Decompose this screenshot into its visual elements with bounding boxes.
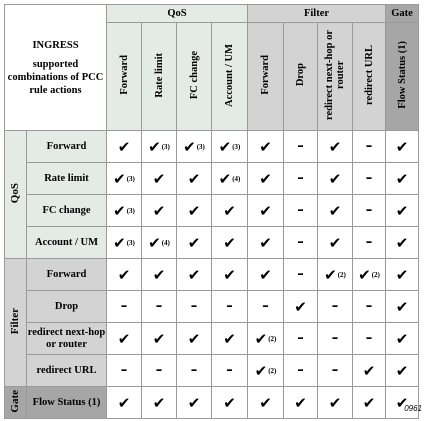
row-group-qos xyxy=(5,131,27,259)
matrix-cell xyxy=(353,227,386,259)
group-header-gate: Gate xyxy=(386,5,419,23)
column-header-label: Drop xyxy=(295,63,306,87)
matrix-cell xyxy=(318,387,353,419)
footnote-ref: (2) xyxy=(337,270,346,279)
matrix-cell xyxy=(212,163,248,195)
checkmark-icon: ✔ xyxy=(294,393,307,412)
row-group-label: Gate xyxy=(9,389,21,413)
checkmark-icon: ✔ xyxy=(113,233,126,252)
checkmark-icon: ✔ xyxy=(152,265,166,284)
column-header xyxy=(212,23,248,131)
checkmark-icon: ✔ xyxy=(152,169,166,188)
column-header-label: redirect URL xyxy=(363,45,375,105)
title-subtitle: supported combinations of PCC rule actions xyxy=(7,58,104,96)
checkmark-icon: ✔ xyxy=(395,265,409,284)
checkmark-icon: ✔ xyxy=(148,233,161,252)
checkmark-icon: ✔ xyxy=(259,233,272,252)
matrix-cell xyxy=(142,355,177,387)
matrix-cell xyxy=(212,131,248,163)
matrix-cell xyxy=(284,387,318,419)
matrix-cell xyxy=(353,195,386,227)
row-group-gate xyxy=(5,387,27,419)
checkmark-icon: ✔ xyxy=(395,233,409,252)
checkmark-icon: ✔ xyxy=(187,201,201,220)
footnote-ref: (2) xyxy=(268,334,277,343)
table-row xyxy=(5,355,419,387)
checkmark-icon: ✔ xyxy=(395,329,409,348)
checkmark-icon: ✔ xyxy=(328,169,342,188)
matrix-cell xyxy=(284,163,318,195)
matrix-cell xyxy=(248,355,284,387)
matrix-cell xyxy=(386,387,419,419)
column-header-label: Flow Status (1) xyxy=(396,41,408,109)
dash-icon: – xyxy=(365,331,373,346)
checkmark-icon: ✔ xyxy=(328,137,342,156)
matrix-cell xyxy=(107,387,142,419)
matrix-cell xyxy=(142,131,177,163)
matrix-cell xyxy=(284,195,318,227)
title-ingress: INGRESS xyxy=(32,39,79,51)
table-row xyxy=(5,259,419,291)
matrix-cell xyxy=(212,387,248,419)
matrix-cell xyxy=(386,259,419,291)
column-header xyxy=(318,23,353,131)
matrix-cell xyxy=(386,227,419,259)
checkmark-icon: ✔ xyxy=(117,137,131,156)
checkmark-icon: ✔ xyxy=(223,201,236,220)
checkmark-icon: ✔ xyxy=(187,233,201,252)
column-header xyxy=(107,23,142,131)
footnote-ref: (4) xyxy=(232,174,241,183)
row-label: Drop xyxy=(27,291,107,323)
matrix-cell xyxy=(107,195,142,227)
checkmark-icon: ✔ xyxy=(223,265,236,284)
dash-icon: – xyxy=(226,299,233,314)
matrix-cell xyxy=(212,195,248,227)
matrix-cell xyxy=(248,195,284,227)
column-header xyxy=(177,23,212,131)
checkmark-icon: ✔ xyxy=(183,137,196,156)
checkmark-icon: ✔ xyxy=(395,361,409,380)
checkmark-icon: ✔ xyxy=(218,169,232,188)
group-header-qos: QoS xyxy=(107,5,248,23)
checkmark-icon: ✔ xyxy=(328,201,342,220)
matrix-cell xyxy=(177,387,212,419)
matrix-cell xyxy=(107,355,142,387)
matrix-cell xyxy=(142,195,177,227)
pcc-actions-table xyxy=(4,4,419,419)
matrix-cell xyxy=(353,387,386,419)
dash-icon: – xyxy=(297,235,304,250)
dash-icon: – xyxy=(365,299,373,314)
matrix-cell xyxy=(107,131,142,163)
dash-icon: – xyxy=(155,299,163,314)
footnote-ref: (2) xyxy=(371,270,380,279)
dash-icon: – xyxy=(226,363,233,378)
checkmark-icon: ✔ xyxy=(117,329,131,348)
matrix-cell xyxy=(353,323,386,355)
matrix-cell xyxy=(248,291,284,323)
dash-icon: – xyxy=(120,299,128,314)
dash-icon: – xyxy=(190,363,198,378)
matrix-cell xyxy=(177,259,212,291)
footnote-ref: (3) xyxy=(126,238,135,247)
checkmark-icon: ✔ xyxy=(259,169,272,188)
matrix-cell xyxy=(318,131,353,163)
matrix-cell xyxy=(353,291,386,323)
column-header-label: Rate limit xyxy=(153,52,165,98)
matrix-cell xyxy=(284,131,318,163)
dash-icon: – xyxy=(365,235,373,250)
table-row xyxy=(5,227,419,259)
matrix-cell xyxy=(386,163,419,195)
matrix-cell xyxy=(318,259,353,291)
row-group-label: QoS xyxy=(9,182,21,204)
matrix-cell xyxy=(248,259,284,291)
checkmark-icon: ✔ xyxy=(218,137,232,156)
matrix-cell xyxy=(142,323,177,355)
checkmark-icon: ✔ xyxy=(117,393,131,412)
checkmark-icon: ✔ xyxy=(328,233,342,252)
dash-icon: – xyxy=(190,299,198,314)
dash-icon: – xyxy=(297,139,304,154)
checkmark-icon: ✔ xyxy=(187,393,201,412)
checkmark-icon: ✔ xyxy=(395,201,409,220)
matrix-cell xyxy=(386,323,419,355)
matrix-cell xyxy=(386,291,419,323)
matrix-cell xyxy=(353,163,386,195)
matrix-cell xyxy=(318,323,353,355)
matrix-cell xyxy=(142,387,177,419)
checkmark-icon: ✔ xyxy=(259,201,272,220)
checkmark-icon: ✔ xyxy=(117,265,131,284)
checkmark-icon: ✔ xyxy=(254,361,268,380)
checkmark-icon: ✔ xyxy=(187,265,201,284)
column-header-label: Forward xyxy=(118,55,130,95)
table-row xyxy=(5,291,419,323)
matrix-cell xyxy=(177,291,212,323)
dash-icon: – xyxy=(297,267,304,282)
dash-icon: – xyxy=(297,363,304,378)
matrix-cell xyxy=(177,131,212,163)
checkmark-icon: ✔ xyxy=(259,265,272,284)
dash-icon: – xyxy=(262,299,269,314)
checkmark-icon: ✔ xyxy=(328,393,342,412)
matrix-cell xyxy=(284,227,318,259)
row-label: FC change xyxy=(27,195,107,227)
matrix-cell xyxy=(107,227,142,259)
matrix-cell xyxy=(142,163,177,195)
matrix-cell xyxy=(177,195,212,227)
matrix-cell xyxy=(212,227,248,259)
matrix-cell xyxy=(107,323,142,355)
checkmark-icon: ✔ xyxy=(294,297,307,316)
table-row xyxy=(5,131,419,163)
dash-icon: – xyxy=(297,171,304,186)
checkmark-icon: ✔ xyxy=(259,137,272,156)
row-label: Forward xyxy=(27,131,107,163)
matrix-cell xyxy=(248,227,284,259)
matrix-cell xyxy=(177,355,212,387)
matrix-cell xyxy=(284,259,318,291)
matrix-cell xyxy=(386,195,419,227)
column-header xyxy=(284,23,318,131)
footnote-ref: (3) xyxy=(126,174,135,183)
matrix-cell xyxy=(212,355,248,387)
matrix-cell xyxy=(318,291,353,323)
matrix-cell xyxy=(212,323,248,355)
matrix-cell xyxy=(248,323,284,355)
checkmark-icon: ✔ xyxy=(152,329,166,348)
checkmark-icon: ✔ xyxy=(152,393,166,412)
checkmark-icon: ✔ xyxy=(187,329,201,348)
matrix-cell xyxy=(248,131,284,163)
table-row xyxy=(5,163,419,195)
matrix-cell xyxy=(177,163,212,195)
dash-icon: – xyxy=(365,171,373,186)
checkmark-icon: ✔ xyxy=(395,297,409,316)
column-header xyxy=(353,23,386,131)
figure-id: 0961 xyxy=(404,404,422,413)
table-row xyxy=(5,323,419,355)
column-header-label: redirect next-hop or router xyxy=(324,30,346,121)
matrix-cell xyxy=(353,131,386,163)
matrix-cell xyxy=(284,291,318,323)
row-label: Flow Status (1) xyxy=(27,387,107,419)
matrix-cell xyxy=(177,323,212,355)
row-label: redirect URL xyxy=(27,355,107,387)
matrix-cell xyxy=(107,163,142,195)
matrix-cell xyxy=(353,259,386,291)
matrix-cell xyxy=(318,195,353,227)
matrix-cell xyxy=(284,323,318,355)
dash-icon: – xyxy=(297,203,304,218)
checkmark-icon: ✔ xyxy=(395,169,409,188)
checkmark-icon: ✔ xyxy=(259,393,272,412)
checkmark-icon: ✔ xyxy=(395,137,409,156)
checkmark-icon: ✔ xyxy=(254,329,268,348)
table-row xyxy=(5,195,419,227)
footnote-ref: (3) xyxy=(161,142,170,151)
footnote-ref: (2) xyxy=(268,366,277,375)
dash-icon: – xyxy=(331,363,339,378)
checkmark-icon: ✔ xyxy=(152,201,166,220)
checkmark-icon: ✔ xyxy=(148,137,161,156)
table-title xyxy=(5,5,107,131)
matrix-cell xyxy=(353,355,386,387)
footnote-ref: (3) xyxy=(126,206,135,215)
matrix-cell xyxy=(248,387,284,419)
dash-icon: – xyxy=(365,203,373,218)
row-label: Account / UM xyxy=(27,227,107,259)
matrix-cell xyxy=(177,227,212,259)
row-group-label: Filter xyxy=(9,307,21,335)
row-group-filter xyxy=(5,259,27,387)
checkmark-icon: ✔ xyxy=(187,169,201,188)
matrix-cell xyxy=(318,163,353,195)
row-label: Forward xyxy=(27,259,107,291)
matrix-cell xyxy=(142,291,177,323)
column-header xyxy=(248,23,284,131)
checkmark-icon: ✔ xyxy=(223,233,236,252)
compatibility-matrix xyxy=(4,4,419,419)
dash-icon: – xyxy=(331,299,339,314)
footnote-ref: (4) xyxy=(161,238,170,247)
matrix-cell xyxy=(212,259,248,291)
checkmark-icon: ✔ xyxy=(324,265,337,284)
column-header-label: Forward xyxy=(260,55,271,95)
column-header xyxy=(142,23,177,131)
dash-icon: – xyxy=(155,363,163,378)
table-row xyxy=(5,387,419,419)
matrix-cell xyxy=(107,291,142,323)
checkmark-icon: ✔ xyxy=(113,201,126,220)
dash-icon: – xyxy=(297,331,304,346)
matrix-cell xyxy=(318,355,353,387)
group-header-filter: Filter xyxy=(248,5,386,23)
matrix-cell xyxy=(142,259,177,291)
footnote-ref: (3) xyxy=(232,142,241,151)
row-label: Rate limit xyxy=(27,163,107,195)
dash-icon: – xyxy=(331,331,339,346)
column-header xyxy=(386,23,419,131)
matrix-cell xyxy=(107,259,142,291)
column-header-label: FC change xyxy=(188,50,200,100)
checkmark-icon: ✔ xyxy=(395,393,409,412)
matrix-cell xyxy=(142,227,177,259)
matrix-cell xyxy=(386,355,419,387)
matrix-cell xyxy=(248,163,284,195)
dash-icon: – xyxy=(120,363,128,378)
row-label: redirect next-hop or router xyxy=(27,323,107,355)
checkmark-icon: ✔ xyxy=(362,361,376,380)
matrix-cell xyxy=(212,291,248,323)
checkmark-icon: ✔ xyxy=(223,329,236,348)
matrix-cell xyxy=(284,355,318,387)
checkmark-icon: ✔ xyxy=(113,169,126,188)
checkmark-icon: ✔ xyxy=(223,393,236,412)
checkmark-icon: ✔ xyxy=(358,265,371,284)
column-header-label: Account / UM xyxy=(224,43,235,107)
checkmark-icon: ✔ xyxy=(362,393,376,412)
footnote-ref: (3) xyxy=(196,142,205,151)
matrix-cell xyxy=(318,227,353,259)
matrix-cell xyxy=(386,131,419,163)
dash-icon: – xyxy=(365,139,373,154)
